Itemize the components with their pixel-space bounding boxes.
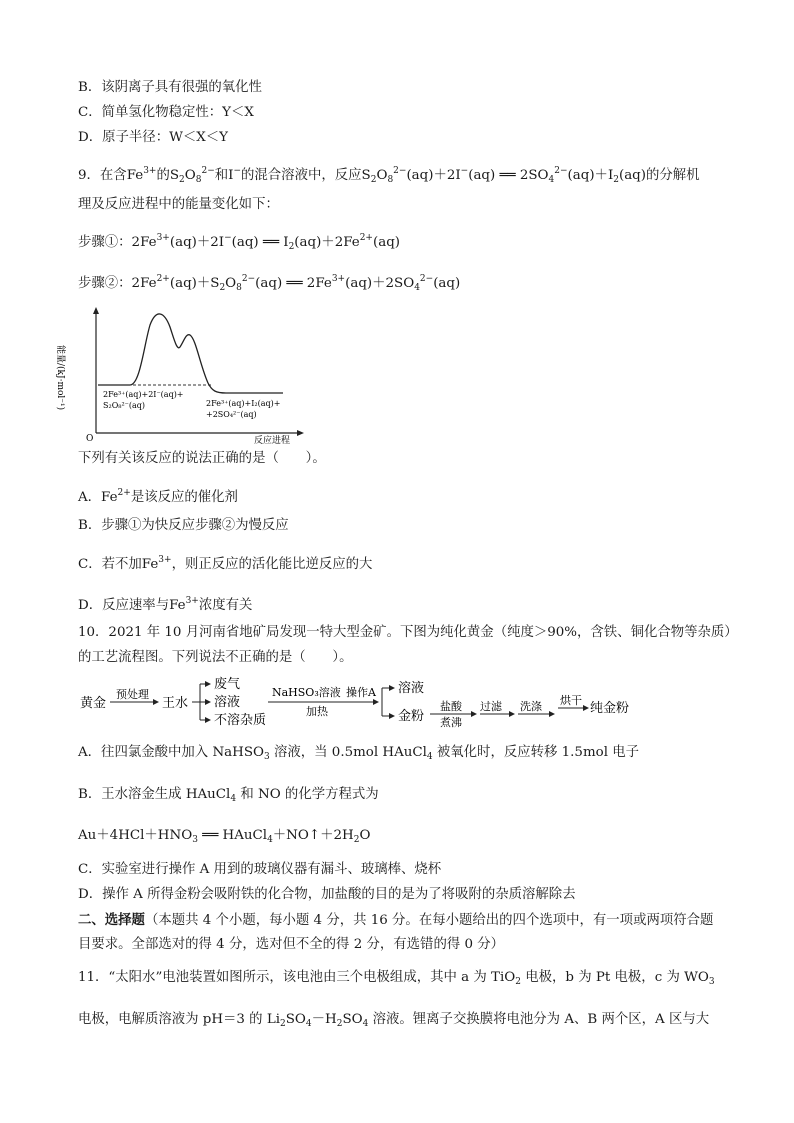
reactant-label-1: 2Fe³⁺(aq)+2I⁻(aq)+	[103, 390, 184, 399]
flow-hcl: 盐酸	[440, 700, 462, 713]
y-axis-arrow	[93, 307, 99, 314]
flow-solution-2: 溶液	[398, 681, 425, 696]
flow-gold-powder: 金粉	[398, 709, 425, 724]
option-10d: D．操作 A 所得金粉会吸附铁的化合物，加盐酸的目的是为了将吸附的杂质溶解除去	[78, 887, 576, 902]
option-8d: D．原子半径：W＜X＜Y	[78, 130, 228, 145]
x-axis-label: 反应进程	[254, 436, 291, 446]
flow-wash: 洗涤	[520, 700, 542, 713]
reactant-label-2: S₂O₈²⁻(aq)	[103, 401, 146, 410]
q9-step1: 步骤①：$2Fe^{3+}(aq)+2I^-(aq)$ ══ $I_2(aq)+2Fe^{2+}(aq)$	[78, 233, 400, 252]
q11-line1: 11．“太阳水”电池装置如图所示，该电池由三个电极组成，其中 a 为 TiO$_2$ 电极，b 为 Pt 电极，c 为 $WO_3$	[78, 970, 715, 987]
flow-pure-gold: 纯金粉	[590, 701, 630, 716]
option-9a: A．$Fe^{2+}$是该反应的催化剂	[78, 488, 238, 505]
q10-stem-line1: 10．2021 年 10 月河南省地矿局发现一特大型金矿。下图为纯化黄金（纯度＞90%，含铁、铜化合物等杂质）	[78, 625, 738, 640]
q9-question: 下列有关该反应的说法正确的是（ ）。	[78, 451, 326, 466]
section2-line1: 二、选择题（本题共 4 个小题，每小题 4 分，共 16 分。在每小题给出的四个选项中，有一项或两项符合题	[78, 912, 714, 928]
flow-gold: 黄金	[80, 696, 107, 711]
option-9c: C．若不加$Fe^{3+}$，则正反应的活化能比逆反应的大	[78, 555, 373, 572]
energy-curve	[98, 314, 283, 393]
flow-pretreat: 预处理	[116, 688, 149, 701]
option-9b: B．步骤①为快反应步骤②为慢反应	[78, 518, 289, 533]
product-label-2: +2SO₄²⁻(aq)	[206, 410, 257, 419]
option-10a: A．往四氯金酸中加入 NaHSO$_3$ 溶液，当 0.5mol HAuCl$_4$ 被氧化时，反应转移 1.5mol 电子	[78, 745, 640, 762]
q11-line2: 电极，电解质溶液为 pH＝3 的 $Li_2SO_4-H_2SO_4$ 溶液。锂离子交换膜将电池分为 A、B 两个区，A 区与大	[78, 1012, 710, 1029]
section2-line2: 目要求。全部选对的得 4 分，选对但不全的得 2 分，有选错的得 0 分）	[78, 937, 505, 952]
energy-diagram	[55, 305, 308, 446]
flow-boil: 煮沸	[440, 716, 462, 729]
flow-heat: 加热	[306, 705, 328, 718]
flow-nahso3: NaHSO₃溶液	[272, 686, 341, 699]
q10-stem-line2: 的工艺流程图。下列说法不正确的是（ ）。	[78, 650, 353, 665]
origin-label: O	[86, 434, 94, 444]
flow-filter: 过滤	[480, 700, 502, 713]
flow-dry: 烘干	[560, 694, 582, 707]
flow-op-a: 操作A	[346, 686, 376, 699]
option-8c: C．简单氢化物稳定性：Y＜X	[78, 105, 254, 120]
process-flow-diagram	[78, 674, 718, 730]
option-10c: C．实验室进行操作 A 用到的玻璃仪器有漏斗、玻璃棒、烧杯	[78, 862, 442, 877]
option-9d: D．反应速率与$Fe^{3+}$浓度有关	[78, 596, 253, 613]
flow-solution: 溶液	[214, 695, 241, 710]
product-label-1: 2Fe³⁺(aq)+I₂(aq)+	[206, 399, 281, 408]
option-10b-equation: $Au+4HCl+HNO_3$ ══ $HAuCl_4+NO↑+2H_2O$	[78, 828, 371, 845]
option-8b: B．该阴离子具有很强的氧化性	[78, 80, 262, 95]
flow-insoluble: 不溶杂质	[214, 713, 267, 728]
flow-aqua-regia: 王水	[162, 696, 189, 711]
flow-waste-gas: 废气	[214, 677, 241, 692]
option-10b: B．王水溶金生成 HAuCl$_4$ 和 NO 的化学方程式为	[78, 787, 379, 804]
y-axis-label: 能量/(kJ·mol⁻¹)	[55, 345, 65, 411]
q9-stem-line1: 9．在含$Fe^{3+}$的$S_2O_8^{2-}$和I−的混合溶液中，反应$S_2O_8^{2-}(aq)+2I^-(aq)$ ══ $2SO_4^{2-}(aq)+I_2(aq)$的分解机	[78, 166, 700, 185]
section2-title: 二、选择题	[78, 912, 145, 928]
q9-step2: 步骤②：$2Fe^{2+}(aq)+S_2O_8^{2-}(aq)$ ══ $2Fe^{3+}(aq)+2SO_4^{2-}(aq)$	[78, 274, 461, 293]
q9-stem-line2: 理及反应进程中的能量变化如下：	[78, 197, 279, 212]
x-axis-arrow	[297, 430, 304, 436]
